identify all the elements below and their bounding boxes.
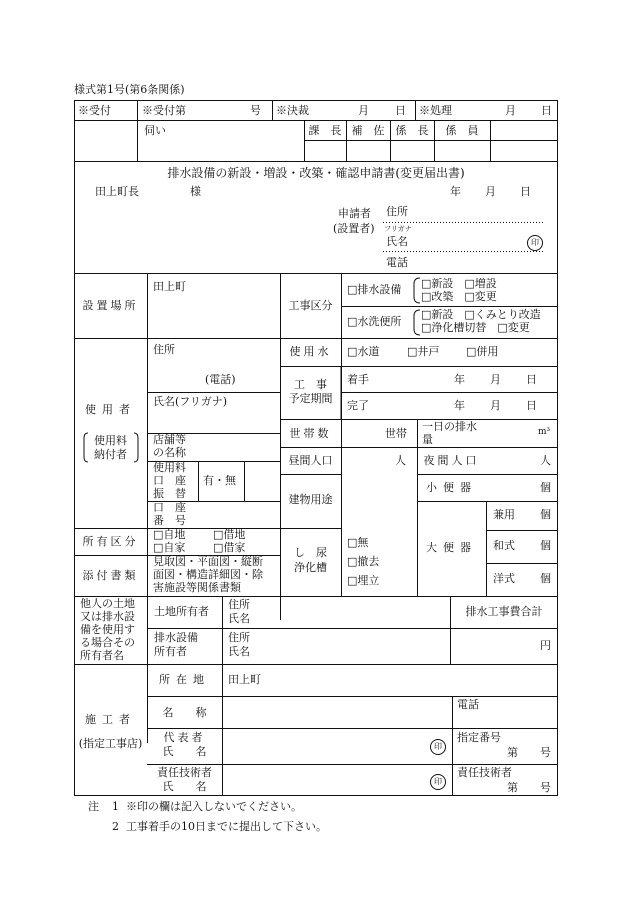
start-year: 年 (454, 373, 465, 386)
processing-label: ※処理 (419, 104, 452, 117)
toilet-japanese-label: 和式 (493, 539, 515, 552)
engineer-number-gou: 号 (540, 781, 551, 794)
reception-label: ※受付 (78, 104, 111, 117)
nighttime-population-unit: 人 (540, 454, 551, 467)
end-day: 日 (526, 399, 537, 412)
water-source-label: 使用水 (289, 345, 332, 358)
engineer-line1: 責任技術者 (157, 766, 212, 779)
toilet-new-convert: □新設 □くみとり改造 (421, 308, 541, 321)
end-label: 完了 (347, 399, 369, 412)
facility-owner-line2: 所有者 (154, 645, 187, 658)
total-cost-unit: 円 (540, 639, 551, 652)
note-label: 注 (88, 800, 99, 813)
facility-owner-address-label: 住所 (228, 631, 250, 644)
urinal-label: 小便器 (426, 481, 477, 494)
daily-drain-line2: 量 (422, 433, 433, 446)
applicant-address-label: 住所 (386, 205, 408, 218)
representative-line2: 氏 名 (162, 745, 207, 758)
designated-number-label: 指定番号 (457, 731, 501, 744)
user-label: 使用者 (85, 403, 136, 416)
land-owner-label: 土地所有者 (154, 605, 209, 618)
water-source-well: □井戸 (407, 345, 440, 358)
toilet-shared-unit: 個 (540, 508, 551, 521)
urinal-unit: 個 (540, 481, 551, 494)
drainage-facility-option: □排水設備 (347, 283, 402, 296)
section-chief-label: 課 長 (308, 124, 342, 137)
approval-day: 日 (395, 104, 406, 117)
start-day: 日 (526, 373, 537, 386)
ownership-label: 所有区分 (82, 535, 139, 548)
land-owner-address-label: 住所 (228, 598, 250, 611)
account-number-line2: 番 号 (153, 514, 186, 527)
applicant-tel-label: 電話 (386, 256, 408, 269)
applicant-furigana-label: フリガナ (384, 225, 412, 233)
representative-line1: 代表者 (163, 731, 206, 744)
applicant-name-label: 氏名 (386, 235, 408, 248)
start-label: 着手 (347, 373, 369, 386)
engineer-seal-icon: 印 (430, 774, 446, 790)
user-tel-label: (電話) (205, 373, 236, 386)
others-label-line3: 備を使用す (80, 623, 135, 636)
nighttime-population-label: 夜間人口 (423, 454, 480, 467)
household-label: 世帯数 (289, 427, 332, 440)
attachments-line2: 面図・構造詳細図・除 (153, 568, 263, 581)
toilet-septic-change: □浄化槽切替 □変更 (421, 321, 530, 334)
installer-label: (設置者) (333, 222, 375, 235)
attachments-label: 添付書類 (82, 569, 139, 582)
application-month: 月 (485, 185, 496, 198)
designated-number-dai: 第 (507, 746, 518, 759)
location-value: 田上町 (228, 673, 261, 686)
daytime-population-unit: 人 (395, 454, 406, 467)
others-label-line5: 所有者名 (80, 649, 124, 662)
note1-text: ※印の欄は記入しないでください。 (126, 800, 302, 813)
contractor-label-sub: (指定工事店) (78, 737, 143, 750)
approval-label: ※決裁 (276, 104, 309, 117)
store-name-line1: 店舗等 (153, 433, 186, 446)
ownership-own-land: □自地 (153, 528, 186, 541)
attachments-line1: 見取図・平面図・縦断 (153, 555, 263, 568)
addressee: 田上町長 (95, 185, 139, 198)
engineer-number-label: 責任技術者 (457, 766, 512, 779)
assistant-label: 補 佐 (351, 124, 385, 137)
facility-owner-line1: 排水設備 (154, 631, 198, 644)
toilet-label: 大便器 (426, 541, 477, 554)
work-period-line2: 予定期間 (288, 392, 333, 405)
water-source-both: □併用 (466, 345, 499, 358)
daytime-population-label: 昼間人口 (288, 454, 333, 467)
installation-place-value: 田上町 (153, 280, 186, 293)
fee-transfer-line3: 振 替 (153, 487, 186, 500)
toilet-western-label: 洋式 (493, 572, 515, 585)
building-use-label: 建物用途 (288, 493, 333, 506)
attachments-line3: 害施設等関係書類 (153, 581, 241, 594)
fee-transfer-line2: 口 座 (153, 474, 186, 487)
ownership-rented-house: □借家 (213, 541, 246, 554)
note2-number: 2 (112, 820, 119, 833)
fee-transfer-line1: 使用料 (153, 461, 186, 474)
total-cost-label: 排水工事費合計 (465, 605, 543, 618)
user-name-label: 氏名(フリガナ) (153, 395, 228, 408)
others-label-line4: る場合その (80, 636, 135, 649)
unit-chief-label: 係 長 (395, 124, 429, 137)
drainage-rebuild-change: □改築 □変更 (421, 290, 497, 303)
staff-label: 係 員 (445, 124, 479, 137)
land-owner-name-label: 氏名 (228, 612, 250, 625)
payer-label-line1: 使用料 (94, 434, 127, 447)
others-label-line1: 他人の土地 (80, 597, 135, 610)
application-year: 年 (450, 185, 461, 198)
septic-tank-line2: 浄化槽 (294, 561, 327, 574)
addressee-honorific: 様 (190, 185, 201, 198)
processing-day: 日 (541, 104, 552, 117)
ownership-own-house: □自家 (153, 541, 186, 554)
payer-label-line2: 納付者 (94, 448, 127, 461)
start-month: 月 (490, 373, 501, 386)
septic-bury: □埋立 (347, 574, 380, 587)
user-address-label: 住所 (153, 343, 175, 356)
reception-number-label: ※受付第 (142, 104, 186, 117)
applicant-label: 申請者 (338, 207, 371, 220)
daily-drain-line1: 一日の排水 (422, 420, 477, 433)
representative-seal-icon: 印 (430, 739, 446, 755)
account-number-line1: 口 座 (153, 501, 186, 514)
end-month: 月 (490, 399, 501, 412)
company-name-label: 名 称 (162, 706, 207, 719)
processing-month: 月 (505, 104, 516, 117)
drainage-new-add: □新設 □増設 (421, 277, 497, 290)
septic-none: □無 (347, 536, 369, 549)
septic-remove: □撤去 (347, 555, 380, 568)
designated-number-gou: 号 (540, 746, 551, 759)
applicant-seal-icon: 印 (527, 235, 543, 251)
inquiry-label: 伺い (144, 124, 166, 137)
installation-place-label: 設置場所 (82, 299, 139, 312)
end-year: 年 (454, 399, 465, 412)
work-period-line1: 工 事 (294, 378, 327, 391)
fee-transfer-value: 有・無 (203, 474, 236, 487)
engineer-number-dai: 第 (507, 781, 518, 794)
contractor-tel-label: 電話 (457, 698, 479, 711)
note2-text: 工事着手の10日までに提出して下さい。 (126, 820, 327, 833)
store-name-line2: の名称 (153, 446, 186, 459)
flush-toilet-option: □水洗便所 (347, 315, 402, 328)
work-type-label: 工事区分 (288, 299, 333, 312)
approval-month: 月 (358, 104, 369, 117)
application-day: 日 (520, 185, 531, 198)
household-unit: 世帯 (385, 427, 407, 440)
reception-number-unit: 号 (250, 104, 261, 117)
form-title: 排水設備の新設・増設・改築・確認申請書(変更届出書) (167, 166, 465, 180)
septic-tank-line1: し 尿 (294, 546, 327, 559)
ownership-leased-land: □借地 (213, 528, 246, 541)
toilet-western-unit: 個 (540, 572, 551, 585)
others-label-line2: 又は排水設 (80, 610, 135, 623)
contractor-label: 施工者 (85, 713, 136, 726)
toilet-japanese-unit: 個 (540, 539, 551, 552)
location-label: 所在地 (159, 673, 210, 686)
toilet-shared-label: 兼用 (493, 508, 515, 521)
form-number: 様式第1号(第6条関係) (74, 83, 185, 96)
facility-owner-name-label: 氏名 (228, 645, 250, 658)
engineer-line2: 氏 名 (162, 780, 207, 793)
water-source-tap: □水道 (347, 345, 380, 358)
daily-drain-unit: m³ (538, 427, 551, 437)
note1-number: 1 (112, 800, 119, 813)
